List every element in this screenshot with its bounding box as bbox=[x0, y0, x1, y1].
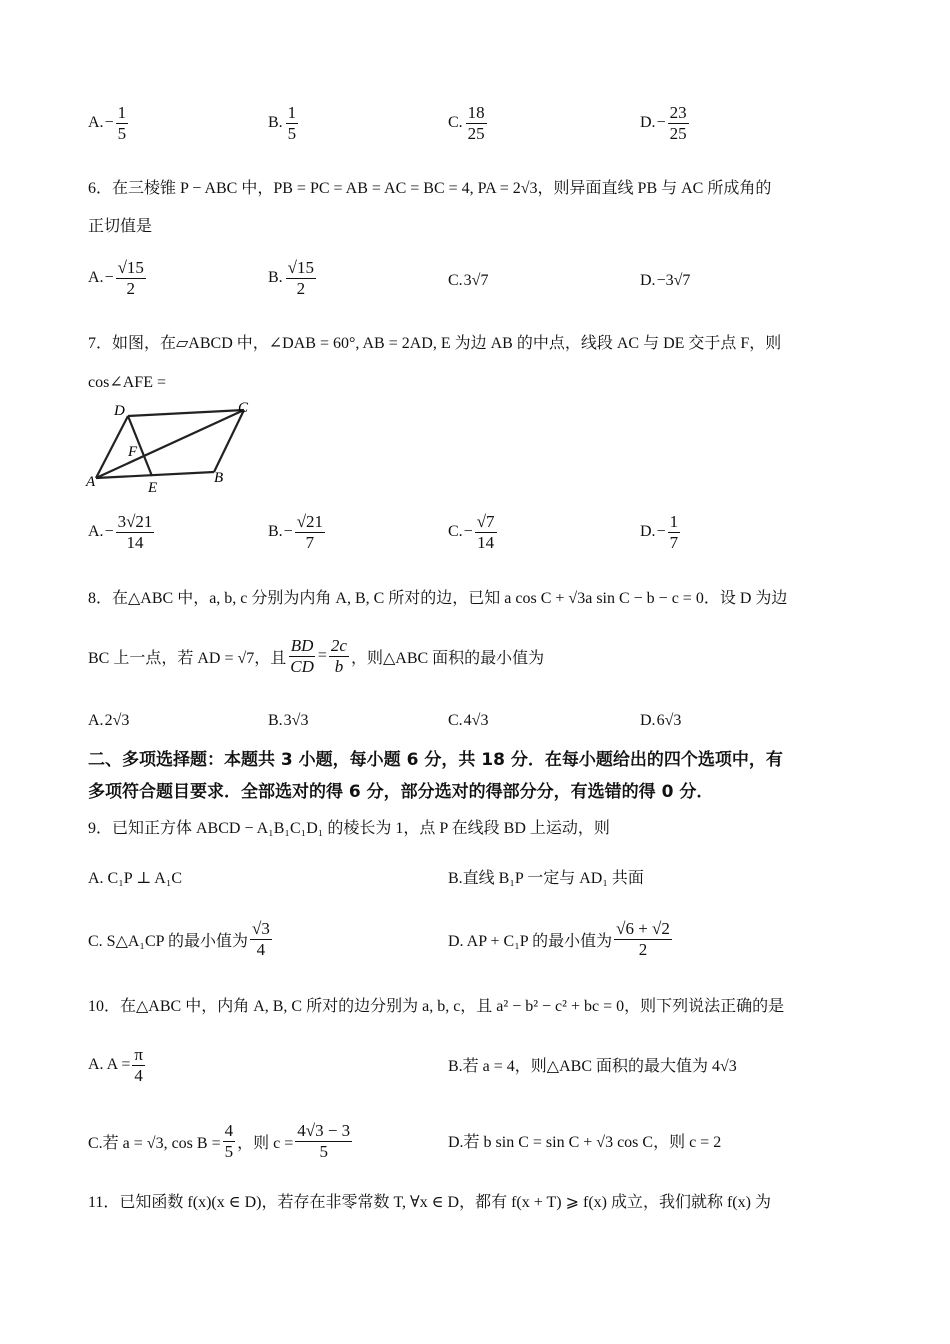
q6-stem: 6．在三棱锥 P − ABC 中，PB = PC = AB = AC = BC = 4, PA = 2√3，则异面直线 PB 与 AC 所成角的 bbox=[88, 180, 772, 197]
q8-fraction-bd-cd: $\frac{BD}{CD}$ bbox=[290, 636, 314, 676]
option-value: 4√3 bbox=[463, 712, 489, 729]
q6-option-b[interactable] bbox=[268, 259, 318, 298]
q8-equals: = bbox=[317, 647, 327, 665]
figure-diagonal-ac bbox=[96, 410, 244, 478]
option-label: A. bbox=[88, 523, 104, 541]
q7-stem: 7．如图，在▱ABCD 中，∠DAB = 60°, AB = 2AD, E 为边 AB 的中点，线段 AC 与 DE 交于点 F，则 bbox=[88, 335, 782, 352]
figure-edge-cd bbox=[128, 410, 244, 416]
q9-option-c[interactable] bbox=[88, 920, 274, 959]
q7-stem-line2: cos∠AFE = bbox=[88, 374, 166, 391]
q6-option-c[interactable] bbox=[448, 272, 488, 290]
q5-option-c[interactable] bbox=[448, 104, 489, 143]
option-value: 6√3 bbox=[656, 712, 682, 729]
option-sign: − bbox=[656, 114, 666, 132]
q7-option-b[interactable] bbox=[268, 513, 327, 552]
option-text: C. S△A₁CP 的最小值为 bbox=[88, 932, 248, 950]
figure-edge-ab bbox=[96, 472, 214, 478]
q10-option-b[interactable]: B.若 a = 4，则△ABC 面积的最大值为 4√3 bbox=[448, 1058, 737, 1075]
q8-option-d[interactable] bbox=[640, 712, 681, 730]
option-fraction: $\frac{1}{7}$ bbox=[669, 512, 679, 552]
figure-label-c: C bbox=[238, 400, 249, 416]
q8-option-a[interactable] bbox=[88, 712, 129, 730]
option-sign: − bbox=[104, 523, 114, 541]
option-sign: − bbox=[283, 523, 293, 541]
figure-edge-bc bbox=[214, 410, 244, 472]
q10-stem: 10．在△ABC 中，内角 A, B, C 所对的边分别为 a, b, c，且 a² − b² − c² + bc = 0，则下列说法正确的是 bbox=[88, 998, 785, 1015]
option-label: D. bbox=[640, 272, 656, 289]
option-text: D. AP + C₁P 的最小值为 bbox=[448, 932, 613, 950]
option-label: C. bbox=[448, 272, 463, 289]
option-fraction: $\frac{√15}{2}$ bbox=[117, 258, 144, 298]
option-value: 3√3 bbox=[283, 712, 309, 729]
option-label: A. bbox=[88, 114, 104, 132]
figure-label-d: D bbox=[114, 403, 125, 419]
q10-option-a[interactable] bbox=[88, 1046, 147, 1085]
option-fraction: $\frac{1}{5}$ bbox=[117, 103, 127, 143]
option-value: 2√3 bbox=[104, 712, 130, 729]
option-text: A. A = bbox=[88, 1056, 131, 1074]
option-label: D. bbox=[640, 523, 656, 541]
option-sign: − bbox=[104, 114, 114, 132]
q6-option-d[interactable] bbox=[640, 272, 690, 290]
option-fraction: $\frac{18}{25}$ bbox=[467, 103, 485, 143]
option-sign: − bbox=[656, 523, 666, 541]
option-fraction: $\frac{√15}{2}$ bbox=[287, 258, 315, 298]
q8-option-b[interactable] bbox=[268, 712, 308, 730]
q10-option-c[interactable] bbox=[88, 1122, 354, 1161]
option-fraction: $\frac{3√21}{14}$ bbox=[117, 512, 153, 552]
option-label: B. bbox=[268, 712, 283, 729]
option-fraction: $\frac{\pi}{4}$ bbox=[134, 1045, 143, 1085]
figure-edge-da bbox=[96, 416, 128, 478]
q5-option-d[interactable] bbox=[640, 104, 691, 143]
option-label: B. bbox=[268, 269, 283, 287]
option-text: ，则 c = bbox=[237, 1134, 294, 1152]
parallelogram-figure bbox=[84, 400, 256, 496]
q8-stem: 8．在△ABC 中，a, b, c 分别为内角 A, B, C 所对的边，已知 a cos C + √3a sin C − b − c = 0．设 D 为边 bbox=[88, 590, 788, 607]
option-label: A. bbox=[88, 712, 104, 729]
option-sign: − bbox=[463, 523, 473, 541]
q7-option-a[interactable] bbox=[88, 513, 156, 552]
q5-option-b[interactable] bbox=[268, 104, 300, 143]
option-label: C. bbox=[448, 712, 463, 729]
q8-stem-line2 bbox=[88, 637, 544, 676]
figure-label-a: A bbox=[86, 474, 96, 490]
option-fraction: $\frac{√6 + √2}{2}$ bbox=[616, 919, 670, 959]
option-label: D. bbox=[640, 114, 656, 132]
q5-option-a[interactable] bbox=[88, 104, 130, 143]
option-fraction: $\frac{√21}{7}$ bbox=[296, 512, 324, 552]
option-fraction: $\frac{1}{5}$ bbox=[287, 103, 297, 143]
q8-text-part: ，则△ABC 面积的最小值为 bbox=[350, 649, 545, 667]
q9-stem: 9．已知正方体 ABCD − A₁B₁C₁D₁ 的棱长为 1，点 P 在线段 BD 上运动，则 bbox=[88, 820, 610, 837]
section-heading-line2: 多项符合题目要求．全部选对的得 6 分，部分选对的得部分分，有选错的得 0 分． bbox=[88, 782, 714, 802]
option-sign: − bbox=[104, 269, 114, 287]
option-fraction: $\frac{23}{25}$ bbox=[669, 103, 687, 143]
option-label: C. bbox=[448, 114, 463, 132]
option-fraction: $\frac{4}{5}$ bbox=[224, 1121, 234, 1161]
q6-option-a[interactable] bbox=[88, 259, 148, 298]
q7-option-c[interactable] bbox=[448, 513, 499, 552]
option-label: B. bbox=[268, 523, 283, 541]
option-text: C.若 a = √3, cos B = bbox=[88, 1134, 221, 1152]
option-fraction: $\frac{√3}{4}$ bbox=[252, 919, 270, 959]
option-label: D. bbox=[640, 712, 656, 729]
option-fraction: $\frac{4√3 - 3}{5}$ bbox=[297, 1121, 351, 1161]
figure-label-e: E bbox=[148, 480, 158, 496]
q8-fraction-2c-b: $\frac{2c}{b}$ bbox=[330, 636, 347, 676]
q8-option-c[interactable] bbox=[448, 712, 488, 730]
option-fraction: $\frac{√7}{14}$ bbox=[476, 512, 495, 552]
figure-label-b: B bbox=[214, 470, 224, 486]
q6-stem-line2: 正切值是 bbox=[88, 218, 153, 235]
option-label: C. bbox=[448, 523, 463, 541]
section-heading-line1: 二、多项选择题：本题共 3 小题，每小题 6 分，共 18 分．在每小题给出的四个选项中，有 bbox=[88, 750, 783, 770]
q10-option-d[interactable]: D.若 b sin C = sin C + √3 cos C，则 c = 2 bbox=[448, 1134, 722, 1151]
option-label: A. bbox=[88, 269, 104, 287]
q11-stem: 11．已知函数 f(x)(x ∈ D)，若存在非零常数 T, ∀x ∈ D，都有 f(x + T) ⩾ f(x) 成立，我们就称 f(x) 为 bbox=[88, 1194, 771, 1211]
q8-text-part: BC 上一点，若 AD = √7，且 bbox=[88, 649, 287, 667]
option-label: B. bbox=[268, 114, 283, 132]
option-value: 3√7 bbox=[463, 272, 489, 289]
q9-option-b[interactable]: B.直线 B₁P 一定与 AD₁ 共面 bbox=[448, 870, 644, 887]
q7-option-d[interactable] bbox=[640, 513, 682, 552]
option-value: −3√7 bbox=[656, 272, 691, 289]
q9-option-d[interactable] bbox=[448, 920, 674, 959]
figure-label-f: F bbox=[128, 444, 138, 460]
q9-option-a[interactable]: A. C₁P ⊥ A₁C bbox=[88, 870, 183, 887]
